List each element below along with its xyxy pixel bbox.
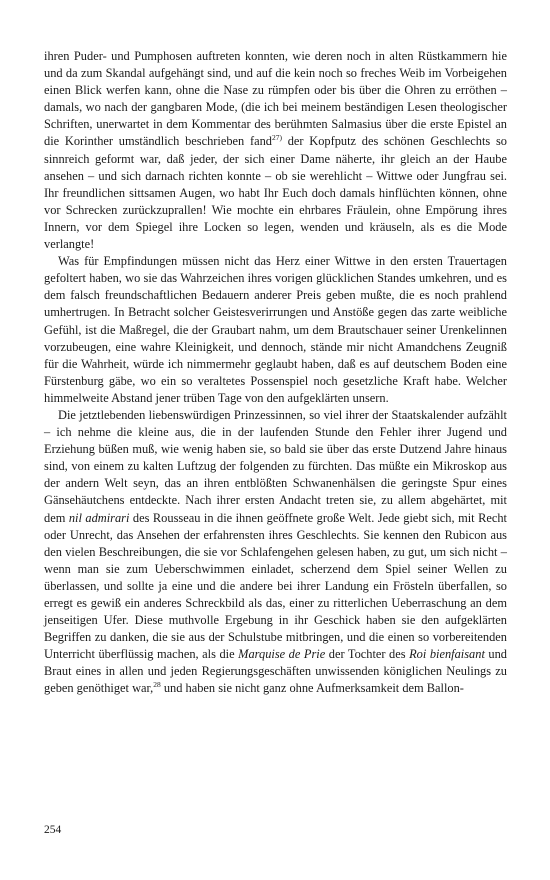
paragraph xyxy=(44,407,507,698)
italic-text: Roi bienfaisant xyxy=(409,647,485,662)
paragraph xyxy=(44,48,507,253)
text-run: ihren Puder- und Pumphosen auftreten konnten, wie deren noch in alten Rüstkammern hie und da zum Skandal aufgehängt sind, und auf die kein noch so freches Weib im Vorbeigehen einen Blick werfen kann, ohne die Nase zu rümpfen oder bis über die Ohren zu erröthen – damals, wo nach der gangbaren Mode, (die ich bei meinem beständigen Lesen theologischer Schriften, unerwartet in dem Kommentar des berühmten Salmasius über die erste Epistel an die Korinther umständlich beschrieben fand xyxy=(44,49,507,149)
footnote-reference: 28 xyxy=(153,680,161,690)
text-run: und Braut eines in allen und jeden Regierungsgeschäften unwissenden königlichen Neulings zu geben genöthiget war, xyxy=(44,647,507,696)
text-run: und haben sie nicht ganz ohne Aufmerksamkeit dem Ballon- xyxy=(160,681,464,696)
text-run: Die jetztlebenden liebenswürdigen Prinzessinnen, so viel ihrer der Staatskalender aufzählt – ich nehme die kleine aus, die in der laufenden Stunde den Fehler ihrer Jugend und Erziehung büßen muß, wie wenig haben sie, so bald sie über das erste Dutzend Jahre hinaus sind, von einem zu kalten Luftzug der folgenden zu fürchten. Das müßte ein Mikroskop aus der andern Welt seyn, das an ihren entblößten Schwanenhälsen die geringste Spur eines Gänsehäutchens entdeckte. Nach ihrer ersten Andacht treten sie, zu allem abgehärtet, mit dem xyxy=(44,407,507,525)
text-run: des Rousseau in die ihnen geöffnete große Welt. Jede giebt sich, mit Recht oder Unrecht, das Ansehen der erfahrensten ihres Geschlechts. Sie kennen den Rubicon aus den vielen Beschreibungen, die sie vor Schlafengehen gelesen haben, zu gut, um sich nicht – wenn man sie zum Ueberschwimmen einladet, scherzend dem Spiel seiner Wellen zu überlassen, und sollte ja eine und die andere bei ihrer Landung ein Frösteln überfallen, so erregt es gewiß ein anderes Schreckbild als das, einer zu ritterlichen Ueberraschung an dem jenseitigen Ufer. Diese muthvolle Ergebung in ihr Geschick haben sie den aufgeklärten Begriffen zu danken, die sie aus der Schulstube mitbringen, und die einen so vorbereitenden Unterricht überflüssig machen, als die xyxy=(44,510,507,662)
page-body xyxy=(44,48,507,698)
text-run: Was für Empfindungen müssen nicht das Herz einer Wittwe in den ersten Trauertagen gefoltert haben, wo sie das Wahrzeichen ihres vorigen glücklichen Standes umkehren, und es dem falsch freundschaftlichen Bedauern anderer Preis geben mußte, die es noch prahlend umhertrugen. In Betracht solcher Geistesverirrungen und Anstöße gegen das zarte weibliche Gefühl, ist die Maßregel, die der Graubart nahm, um dem Brautschauer seiner Urenkelinnen vorzubeugen, eine wahre Kleinigkeit, und dennoch, stände mir nicht Amandchens Zeugniß für die Wahrheit, würde ich nimmermehr geglaubt haben, daß es auf deutschem Boden eine Fürstenburg gäbe, wo ein so veraltetes Possenspiel noch gesetzliche Kraft habe. Welcher himmelweite Abstand jener trüben Tage von den aufgeklärten unsern. xyxy=(44,254,507,405)
text-run: der Kopfputz des schönen Geschlechts so sinnreich geformt war, daß jeder, der sich einer Dame näherte, ihr gleich an der Haube ansehen – und sich darnach richten konnte – ob sie werehlicht – Wittwe oder Jungfrau sei. Ihr freundlichen sittsamen Augen, wo habt Ihr Euch doch damals hinflüchten können, ohne vor Schrecken zurückzuprallen! Wie mochte ein ehrbares Fräulein, ohne Empörung ihres Innern, vor dem Spiegel ihre Locken so legen, wenden und kräuseln, als es die Mode verlangte! xyxy=(44,134,507,252)
paragraph xyxy=(44,253,507,407)
page-number: 254 xyxy=(44,824,62,836)
text-run: der Tochter des xyxy=(325,647,410,662)
italic-text: nil admirari xyxy=(68,510,130,525)
italic-text: Marquise de Prie xyxy=(238,647,326,662)
footnote-reference: 27) xyxy=(271,133,282,143)
